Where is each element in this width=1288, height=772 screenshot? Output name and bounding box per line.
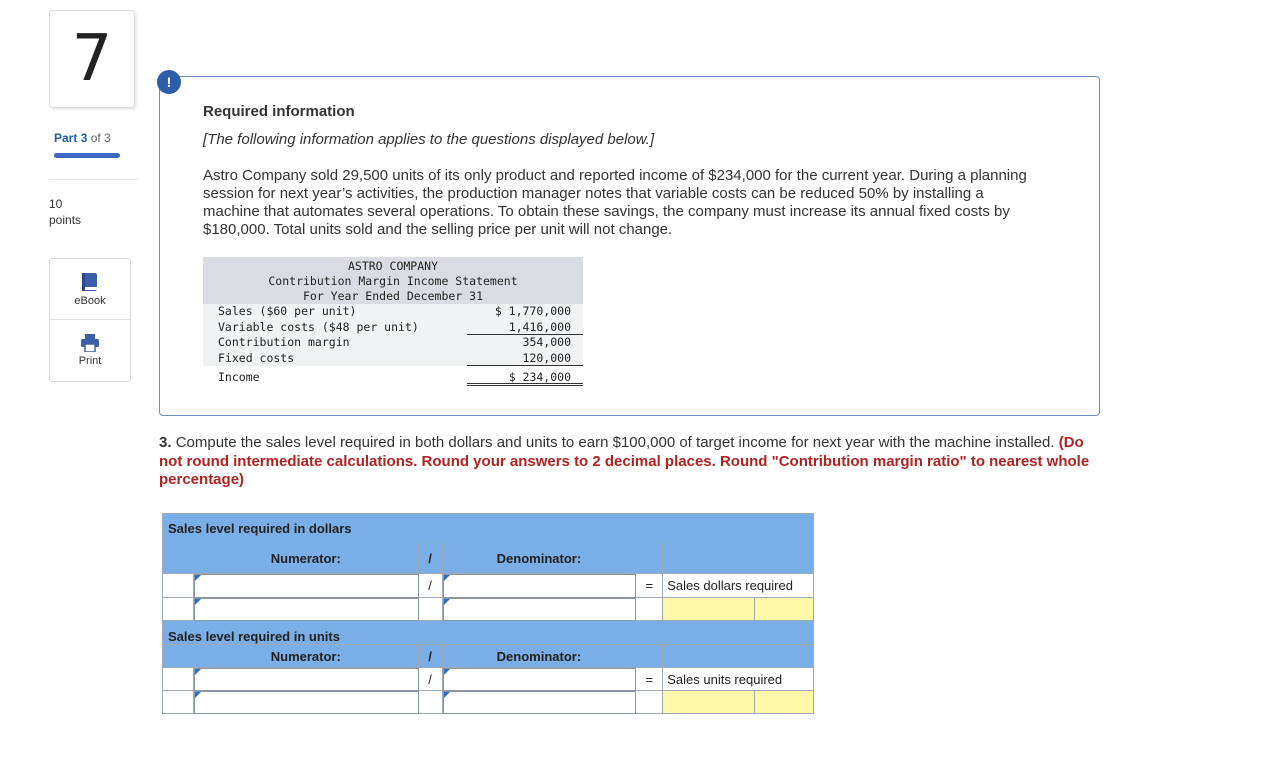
statement-row xyxy=(203,351,583,367)
units-row-2 xyxy=(162,691,814,714)
statement-row-value: 1,416,000 xyxy=(467,320,583,336)
statement-period: For Year Ended December 31 xyxy=(302,289,483,303)
units-divider: / xyxy=(419,668,443,691)
part-total: of 3 xyxy=(90,131,111,145)
book-icon xyxy=(81,272,99,292)
spacer-cell xyxy=(419,598,443,621)
part-current: 3 xyxy=(80,131,88,145)
spacer-cell xyxy=(163,691,194,714)
question-instructions: (Do not round intermediate calculations. Round your answers to 2 decimal places. Round "Contribution margin ratio" to nearest whole percentage) xyxy=(159,434,1090,488)
part-progress-bar xyxy=(54,153,120,158)
spacer-cell xyxy=(163,543,194,574)
question-prompt: Compute the sales level required in both dollars and units to earn $100,000 of target income for next year with the machine installed. xyxy=(175,434,1055,451)
points-value: 10 xyxy=(49,197,63,211)
units-label-row xyxy=(162,644,814,668)
dollars-row-1 xyxy=(162,574,814,598)
ebook-label: eBook xyxy=(74,294,106,307)
statement-row-label: Variable costs ($48 per unit) xyxy=(218,319,419,334)
ebook-button[interactable] xyxy=(50,259,130,319)
units-numerator-label: Numerator: xyxy=(194,645,419,668)
question-part-number: 3. xyxy=(159,434,172,451)
dollars-numerator-dropdown[interactable] xyxy=(194,574,419,598)
dollars-label-row xyxy=(162,543,814,574)
spacer-cell xyxy=(663,543,814,574)
dollars-denominator-input[interactable] xyxy=(443,598,637,621)
required-info-title: Required information xyxy=(203,103,355,120)
statement-row-value: $ 1,770,000 xyxy=(494,304,571,318)
alert-icon: ! xyxy=(157,70,181,94)
required-info-note: [The following information applies to the questions displayed below.] xyxy=(203,131,655,148)
required-info-body: Astro Company sold 29,500 units of its only product and reported income of $234,000 for the current year. During a planning session for next year’s activities, the production manager notes that variable costs can be reduced 50% by installing a machine that automates several operations. To obtain these savings, the company must increase its annual fixed costs by $180,000. Total units sold and the selling price per unit will not change. xyxy=(203,167,1027,238)
units-denominator-input[interactable] xyxy=(443,691,637,714)
points-label: points xyxy=(49,213,82,227)
statement-title: Contribution Margin Income Statement xyxy=(268,274,518,288)
sales-units-answer-input[interactable] xyxy=(663,691,755,714)
statement-row-value: 120,000 xyxy=(467,351,583,367)
spacer-cell xyxy=(419,691,443,714)
spacer-cell xyxy=(636,691,663,714)
dollars-section-title: Sales level required in dollars xyxy=(168,520,352,536)
units-numerator-dropdown[interactable] xyxy=(194,668,419,691)
part-indicator xyxy=(54,131,111,145)
statement-row xyxy=(203,320,583,336)
tools-panel xyxy=(49,258,131,382)
question-text xyxy=(159,434,1104,490)
statement-row xyxy=(203,304,583,320)
print-button[interactable] xyxy=(50,319,130,380)
units-section-header xyxy=(162,621,814,644)
dollars-denominator-label: Denominator: xyxy=(443,543,637,574)
statement-company: ASTRO COMPANY xyxy=(347,259,438,273)
statement-row-label: Fixed costs xyxy=(218,350,295,365)
question-number-box xyxy=(49,10,135,108)
spacer-cell xyxy=(163,668,194,691)
rail-divider xyxy=(49,179,139,180)
statement-header xyxy=(203,257,583,304)
dollars-numerator-label: Numerator: xyxy=(194,543,419,574)
dollars-denominator-dropdown[interactable] xyxy=(443,574,637,598)
statement-row xyxy=(203,335,583,351)
points-display xyxy=(49,196,81,228)
statement-row-value: $ 234,000 xyxy=(467,366,583,386)
statement-row-label: Income xyxy=(218,370,260,384)
dollars-result-label: Sales dollars required xyxy=(663,574,814,598)
spacer-cell xyxy=(636,543,663,574)
spacer-cell xyxy=(163,645,194,668)
units-result-label: Sales units required xyxy=(663,668,814,691)
answer-worksheet xyxy=(162,513,814,714)
sales-dollars-answer-extra xyxy=(755,598,814,621)
units-denominator-dropdown[interactable] xyxy=(443,668,637,691)
sales-dollars-answer-input[interactable] xyxy=(663,598,755,621)
dollars-section-header xyxy=(162,513,814,543)
spacer-cell xyxy=(163,598,194,621)
required-information-panel xyxy=(159,76,1100,416)
statement-row-label: Sales ($60 per unit) xyxy=(218,304,357,318)
statement-row xyxy=(203,366,583,386)
print-label: Print xyxy=(78,354,102,367)
units-denominator-label: Denominator: xyxy=(443,645,637,668)
units-equals: = xyxy=(636,668,663,691)
dollars-divider: / xyxy=(419,574,443,598)
units-divider-label: / xyxy=(419,645,443,668)
income-statement xyxy=(203,257,583,386)
dollars-row-2 xyxy=(162,598,814,621)
spacer-cell xyxy=(636,598,663,621)
units-row-1 xyxy=(162,668,814,691)
statement-row-value: 354,000 xyxy=(522,335,571,349)
sales-units-answer-extra xyxy=(755,691,814,714)
dollars-numerator-input[interactable] xyxy=(194,598,419,621)
spacer-cell xyxy=(663,645,814,668)
printer-icon xyxy=(80,334,100,352)
units-section-title: Sales level required in units xyxy=(168,629,340,644)
statement-row-label: Contribution margin xyxy=(218,335,350,349)
spacer-cell xyxy=(636,645,663,668)
dollars-divider-label: / xyxy=(419,543,443,574)
units-numerator-input[interactable] xyxy=(194,691,419,714)
part-prefix: Part xyxy=(54,131,78,145)
dollars-equals: = xyxy=(636,574,663,598)
question-number: 7 xyxy=(71,22,113,96)
spacer-cell xyxy=(163,574,194,598)
